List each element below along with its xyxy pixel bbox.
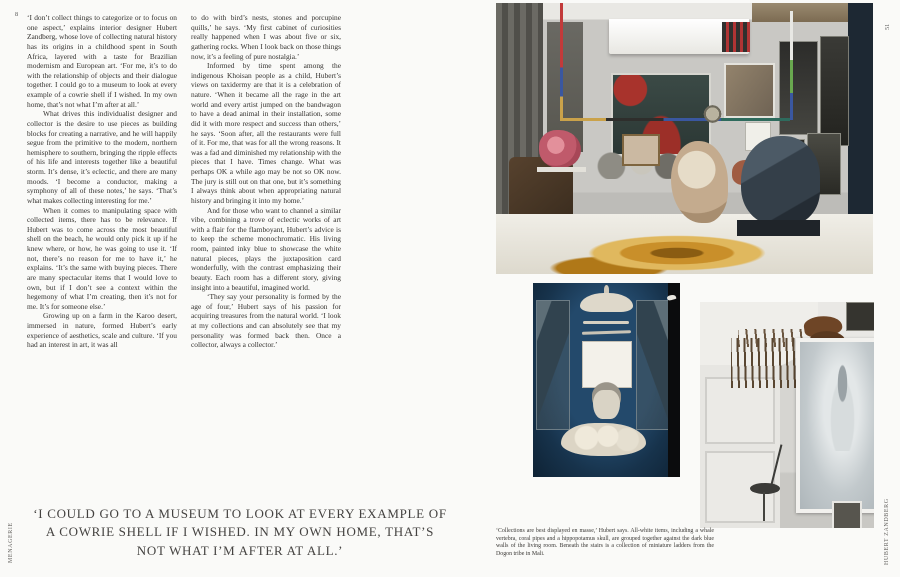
corner-artwork bbox=[846, 302, 874, 331]
paragraph: When it comes to manipulating space with collected items, there has to be relevance. If Hubert was to come across the most beautiful shell on the beach, he would only pick it up if he knew where, or how, he was going to use it. ‘If not, there’s no reason for me to have it,’ he explains. ‘It’s the same with buying pieces. There are many spectacular items that I would love to own, but if I don’t see a context within the hegemony of what I’m creating, then it’s not for me. It’s for someone else.’ bbox=[27, 205, 177, 311]
dark-edge bbox=[668, 283, 680, 477]
gallery-frame bbox=[820, 36, 848, 146]
coral-pipe bbox=[583, 321, 629, 324]
whale-vertebra bbox=[580, 293, 633, 312]
article-column-2 bbox=[191, 13, 341, 350]
photo-living-room bbox=[496, 3, 873, 274]
colored-pipe-vertical bbox=[560, 3, 563, 120]
pink-coral-sculpture bbox=[539, 130, 580, 168]
photo-caption: ‘Collections are best displayed en masse,’ Hubert says. All-white items, including a whale vertebra, coral pipes and a hippopotamus skull, are grouped together against the dark blue walls of the living room. Beneath the stairs is a collection of miniature ladders from the Dogon tribe in Mali. bbox=[496, 528, 714, 557]
hippopotamus-skull bbox=[561, 423, 646, 456]
photo-stairwell bbox=[700, 302, 874, 528]
side-table bbox=[537, 167, 586, 172]
paragraph: Informed by time spent among the indigenous Khoisan people as a child, Hubert’s views on taxidermy are that it is a celebration of nature. ‘When it became all the rage in the art world and every artist jumped on the bandwagon to have a dead animal in their installation, some did it with more respect and success than others,’ he says. ‘Soon after, all the restaurants were full of it. For me, that was for all the wrong reasons. It was a fad and diminished my relationship with the pieces that I have. Times change. What was perhaps OK a while ago may be not so OK now. The jury is still out on that one, but it’s something I always think about when appropriating natural history and bringing it into my home.’ bbox=[191, 61, 341, 205]
framed-object bbox=[622, 134, 660, 165]
sepia-artwork bbox=[724, 63, 775, 118]
paragraph: And for those who want to channel a similar vibe, combining a trove of eclectic works of art with a flair for the flamboyant, Hubert’s advice is to keep the scheme monochromatic. His living room, painted inky blue to showcase the white natural pieces, plays the juxtaposition card wonderfully, with the contrast emphasizing their beauty. Each room has a different story, giving insight into a beautiful, imagined world. bbox=[191, 205, 341, 292]
red-striped-artwork bbox=[722, 22, 750, 52]
paragraph: to do with bird’s nests, stones and porcupine quills,’ he says. ‘My first cabinet of curiosities really happened when I was about five or six, gathering rocks. When I look back on those things now, it’s a feeling of pure nostalgia.’ bbox=[191, 13, 341, 61]
pull-quote: ‘I COULD GO TO A MUSEUM TO LOOK AT EVERY EXAMPLE OF A COWRIE SHELL IF I WISHED. IN MY OWN HOME, THAT’S NOT WHAT I’M AFTER AT ALL.’ bbox=[33, 506, 447, 558]
paragraph: ‘They say your personality is formed by the age of four,’ Hubert says of his passion for acquiring treasures from the natural world. ‘I look at my collections and can absolutely see that my personality was formed back then. Once a collector, always a collector.’ bbox=[191, 292, 341, 350]
colored-pipe-vertical bbox=[790, 11, 793, 119]
photo-blue-wall-collection bbox=[533, 283, 680, 477]
small-framed-artwork bbox=[832, 501, 862, 528]
chair-leg bbox=[763, 492, 765, 521]
margin-text-hubert-zandberg: HUBERT ZANDBERG bbox=[884, 498, 890, 565]
page-number-left: 8 bbox=[15, 11, 19, 18]
page-number-right: 51 bbox=[884, 23, 891, 30]
bronze-bust bbox=[741, 136, 820, 225]
paragraph: Growing up on a farm in the Karoo desert, immersed in nature, formed Hubert’s early experience of aesthetics, scale and culture. ‘If you had an interest in art, it was all bbox=[27, 311, 177, 350]
paragraph: ‘I don’t collect things to categorize or to focus on one aspect,’ explains interior designer Hubert Zandberg, whose love of collecting natural history has its origins in a childhood spent in South Africa, layered with a taste for Brazilian modernism and European art. ‘For me, it’s to do with the relationship of objects and their dialogue together. I could go to a museum to look at every example of a cowrie shell if I wished. In my own home, that’s not what I’m after at all.’ bbox=[27, 13, 177, 109]
small-fan bbox=[703, 103, 722, 125]
glass-cabinet bbox=[536, 300, 570, 430]
paragraph: What drives this individualist designer and collector is the desire to use pieces as building blocks for creating a narrative, and he will happily segue from the primitive to the modern, northern hemisphere to southern, bringing the ripple effects of his life and interests together like a beautiful storm. It’s dense, it’s eclectic, and there are many moods. ‘I become a conductor, making a symphony of all of these notes,’ he says. ‘That’s what makes collecting interesting for me.’ bbox=[27, 109, 177, 205]
white-coral-urn bbox=[593, 390, 619, 419]
glass-cabinet bbox=[636, 300, 669, 430]
margin-text-menagerie: MENAGERIE bbox=[8, 522, 14, 563]
coral-pipe bbox=[581, 330, 630, 335]
chair-seat bbox=[750, 483, 780, 494]
photograph-figure bbox=[825, 361, 860, 451]
article-column-1 bbox=[27, 13, 177, 350]
white-coral-cluster bbox=[671, 141, 728, 222]
colored-pipe-horizontal bbox=[560, 118, 790, 121]
bust-base bbox=[737, 220, 820, 236]
